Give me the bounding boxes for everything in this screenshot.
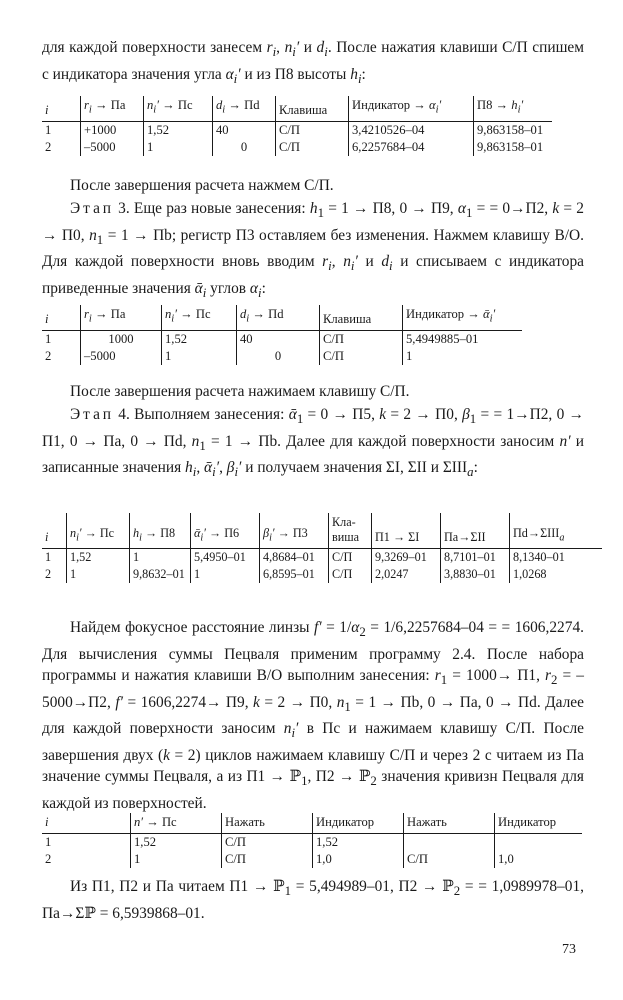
col-alpha: ᾱ$_i$′ → П6 (191, 513, 260, 549)
cell: С/П (276, 121, 349, 139)
paragraph-results: Из П1, П2 и Па читаем П1 → ℙ$_1$ = 5,494989–01, П2 → ℙ$_2$ = = 1,0989978–01, Па→Σℙ = 6,5939868–01. (42, 878, 584, 922)
table-header-row (42, 305, 522, 330)
col-r: $r_i$ → Па (81, 96, 144, 121)
table-stage-2 (42, 96, 552, 156)
cell: 9,8632–01 (130, 566, 191, 583)
col-press-2: Нажать (404, 813, 495, 834)
col-i: i (42, 513, 67, 549)
col-d: $d_i$ → Пd (237, 305, 320, 330)
cell: С/П (320, 348, 403, 365)
paragraph-after-calc-2: После завершения расчета нажимаем клавишу С/П. (70, 383, 410, 400)
cell: 4,8684–01 (260, 549, 329, 567)
col-n: $n_i'$ → Пс (162, 305, 237, 330)
col-beta: $\beta_i' \to П3$ (260, 513, 329, 549)
paragraph-stage-4: Этап 4. Выполняем занесения: ᾱ$_1$ = 0 → П5, k = 2 → П0, $\beta_1$ = = 1→П2, 0 → П1, 0 → Па, 0 → Пd, $n_1 = 1$ → Пb. Далее для каждой поверхности заносим n′ и записанные значения $h_i$, ᾱ$_i$′, $\beta_i'$ и получаем значения ΣI, ΣII и $\Sigma III_a$: (42, 406, 584, 480)
col-i: i (42, 813, 131, 834)
cell: С/П (320, 330, 403, 348)
cell: 9,863158–01 (474, 139, 553, 156)
cell: 1 (45, 331, 52, 346)
cell: 1,0 (313, 851, 404, 868)
cell: 1 (131, 851, 222, 868)
cell: 2,0247 (372, 566, 441, 583)
table-row (42, 139, 552, 156)
col-sum-1: П1 → ΣI (372, 513, 441, 549)
col-d: $d_i$ → Пd (213, 96, 276, 121)
table-header-row (42, 513, 602, 549)
col-i: i (42, 305, 81, 330)
cell: 5,4950–01 (191, 549, 260, 567)
col-key: Клавиша (320, 305, 403, 330)
cell: 1 (403, 348, 523, 365)
cell: 1 (45, 835, 52, 849)
cell: 1 (144, 139, 213, 156)
cell: +1000 (81, 121, 144, 139)
table-stage-3 (42, 305, 522, 365)
cell: 1,0 (495, 851, 583, 868)
table-row (42, 348, 522, 365)
col-n: $n_i'$ → Пс (144, 96, 213, 121)
col-h: $h_i \to П8$ (130, 513, 191, 549)
col-sum-3: $Пd\to\Sigma III_a$ (510, 513, 603, 549)
table-stage-4 (42, 513, 602, 583)
cell: 1 (67, 566, 130, 583)
col-p8: $П8 \to h_i'$ (474, 96, 553, 121)
cell: 3,8830–01 (441, 566, 510, 583)
cell: 8,1340–01 (510, 549, 603, 567)
cell: 0 (213, 139, 276, 156)
cell: 40 (237, 330, 320, 348)
col-n: n′ → Пс (131, 813, 222, 834)
cell: 1 (45, 122, 52, 137)
col-r: $r_i$ → Па (81, 305, 162, 330)
cell: –5000 (81, 139, 144, 156)
cell: 9,863158–01 (474, 121, 553, 139)
table-row (42, 330, 522, 348)
cell: 5,4949885–01 (403, 330, 523, 348)
table-row (42, 121, 552, 139)
col-indicator-1: Индикатор (313, 813, 404, 834)
paragraph-after-calc-1: После завершения расчета нажмем С/П. (70, 177, 334, 194)
cell: 1,52 (144, 121, 213, 139)
cell (495, 834, 583, 852)
cell: С/П (329, 549, 372, 567)
col-n: $n_i'$ → Пс (67, 513, 130, 549)
col-indicator: Индикатор → $\alpha_i'$ (349, 96, 474, 121)
cell: 1,52 (313, 834, 404, 852)
paragraph-stage-3: Этап 3. Еще раз новые занесения: $h_1 = 1 \to П8$, 0 → П9, $\alpha_1$ = = 0→П2, k = 2 → П0, $n_1 = 1$ → Пb; регистр П3 оставляем без изменения. Нажмем клавишу В/О. Для каждой поверхности вновь вводим $r_i$, $n_i'$ и $d_i$ и списываем с индикатора приведенные значения ᾱ$_i$ углов $\alpha_i$: (42, 200, 584, 301)
cell: 1,0268 (510, 566, 603, 583)
cell: 1000 (81, 330, 162, 348)
cell: 2 (45, 139, 52, 154)
cell: 2 (45, 567, 52, 581)
table-petzval (42, 813, 582, 868)
col-indicator-2: Индикатор (495, 813, 583, 834)
cell: 1,52 (67, 549, 130, 567)
paragraph-focal-length: Найдем фокусное расстояние линзы $f' = 1/\alpha_2 = 1/6,2257684-04$ = = 1606,2274. Для вычисления суммы Пецваля применим программу 2.4. После набора программы и нажатия клавиши В/О выполним занесения: $r_1 = 1000\to П1$, $r_2 = -5000\to П2$, f′ = 1606,2274→ П9, k = 2 → П0, $n_1 = 1$ → Пb, 0 → Па, 0 → Пd. Далее для каждой поверхности заносим $n_i'$ в Пс и нажимаем клавишу С/П. После завершения двух (k = 2) циклов нажимаем клавишу С/П и через 2 с читаем из Па значение суммы Пецваля, а из П1 → ℙ$_1$, П2 → ℙ$_2$ значения кривизн Пецваля для каждой из поверхностей. (42, 619, 585, 812)
table-header-row (42, 96, 552, 121)
col-i: i (42, 96, 81, 121)
cell: –5000 (81, 348, 162, 365)
col-sum-2: Па→ΣII (441, 513, 510, 549)
cell: С/П (276, 139, 349, 156)
cell: 9,3269–01 (372, 549, 441, 567)
table-header-row (42, 813, 582, 834)
cell: 0 (237, 348, 320, 365)
cell: 1 (130, 549, 191, 567)
col-indicator: Индикатор → ᾱ$_i$′ (403, 305, 523, 330)
table-row (42, 834, 582, 852)
cell: 1,52 (162, 330, 237, 348)
col-key: Кла- виша (329, 513, 372, 549)
table-row (42, 549, 602, 567)
col-key: Клавиша (276, 96, 349, 121)
cell: 6,8595–01 (260, 566, 329, 583)
cell: 1,52 (131, 834, 222, 852)
paragraph-intro: для каждой поверхности занесем $r_i$, $n_i'$ и $d_i$. После нажатия клавиши С/П спишем с индикатора значения угла $\alpha_i'$ и из П8 высоты $h_i$: (42, 39, 585, 86)
cell: 1 (45, 550, 52, 564)
cell: 3,4210526–04 (349, 121, 474, 139)
cell: С/П (329, 566, 372, 583)
cell: С/П (222, 834, 313, 852)
table-row (42, 566, 602, 583)
page-number: 73 (562, 942, 576, 957)
cell: 2 (45, 852, 52, 866)
cell: 8,7101–01 (441, 549, 510, 567)
cell: 1 (191, 566, 260, 583)
table-row (42, 851, 582, 868)
cell: С/П (222, 851, 313, 868)
cell: 1 (162, 348, 237, 365)
cell: С/П (404, 851, 495, 868)
cell: 6,2257684–04 (349, 139, 474, 156)
cell (404, 834, 495, 852)
cell: 2 (45, 348, 52, 363)
cell: 40 (213, 121, 276, 139)
col-press-1: Нажать (222, 813, 313, 834)
